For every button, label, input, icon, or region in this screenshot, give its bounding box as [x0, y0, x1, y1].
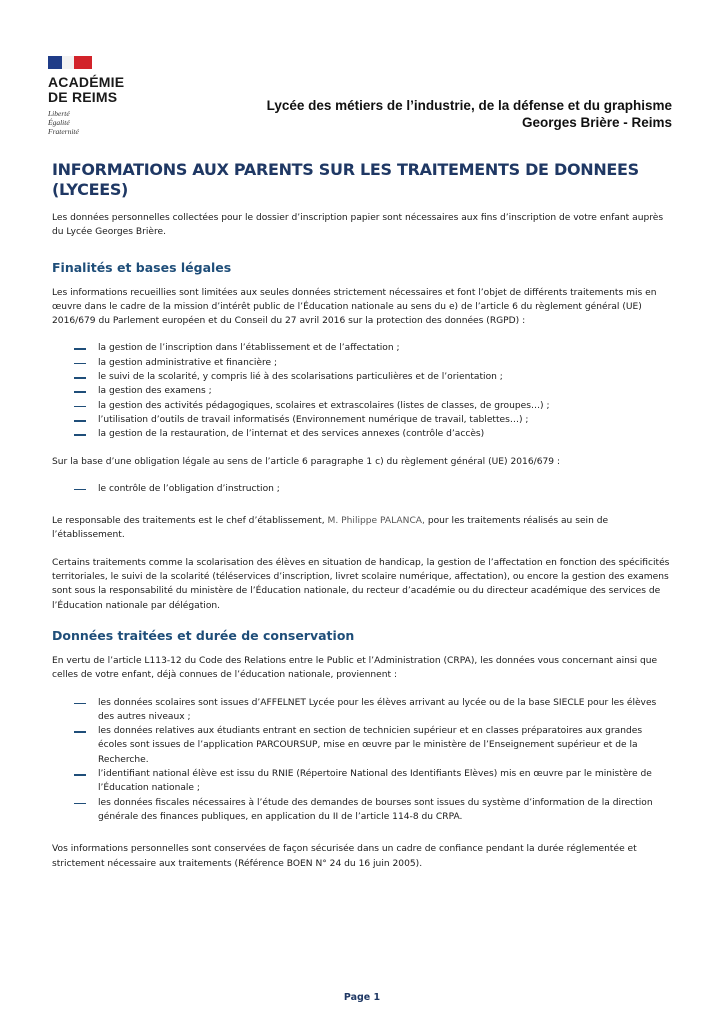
legal-list [52, 482, 672, 496]
list-item: les données fiscales nécessaires à l’étude des demandes de bourses sont issues du système d’information de la direction générale des finances publiques, en application du II de l’article 114-8 du CRPA. [52, 796, 672, 825]
finalites-paragraph: Les informations recueillies sont limitées aux seules données strictement nécessaires et font l’objet de différents traitements mis en œuvre dans le cadre de la mission d’intérêt public de l’Éducation nationale au sens du e) de l’article 6 du règlement général (UE) 2016/679 du Parlement européen et du Conseil du 27 avril 2016 sur la protection des données (RGPD) : [52, 287, 657, 327]
responsible-before: Le responsable des traitements est le chef d’établissement, [52, 516, 328, 527]
list-item: la gestion des activités pédagogiques, scolaires et extrascolaires (listes de classes, de groupes…) ; [52, 399, 672, 413]
list-item: la gestion de la restauration, de l’internat et des services annexes (contrôle d’accès) [52, 427, 672, 441]
list-item: le suivi de la scolarité, y compris lié à des scolarisations particulières et de l’orientation ; [52, 370, 672, 384]
marianne-flag-icon [48, 56, 92, 69]
legal-paragraph: Sur la base d’une obligation légale au sens de l’article 6 paragraphe 1 c) du règlement général (UE) 2016/679 : [52, 456, 561, 467]
school-line2: Georges Brière - Reims [521, 115, 672, 130]
other-treatments-paragraph: Certains traitements comme la scolarisation des élèves en situation de handicap, la gestion de l’affectation en fonction des spécificités territoriales, le suivi de la scolarité (téléservices d’inscription, livret scolaire numérique, affectation), ou encore la gestion des examens sont sous la responsabilité du ministère de l’Éducation nationale, du recteur d’académie ou du directeur académique des services de l’Éducation nationale par délégation. [52, 557, 670, 611]
logo-line2: DE REIMS [48, 89, 118, 105]
logo-line1: ACADÉMIE [48, 74, 125, 90]
motto [48, 109, 138, 136]
section-heading-finalites: Finalités et bases légales [52, 259, 232, 275]
list-item: la gestion des examens ; [52, 384, 672, 398]
list-item: l’utilisation d’outils de travail informatisés (Environnement numérique de travail, tablettes…) ; [52, 413, 672, 427]
motto-liberte: Liberté [48, 109, 70, 118]
list-item: les données scolaires sont issues d’AFFELNET Lycée pour les élèves arrivant au lycée ou de la base SIECLE pour les élèves des autres niveaux ; [52, 696, 672, 725]
list-item: les données relatives aux étudiants entrant en section de technicien supérieur et en classes préparatoires aux grandes écoles sont issues de l’application PARCOURSUP, mise en œuvre par le ministère de l’Enseignement supérieur et de la Recherche. [52, 724, 672, 767]
donnees-list [52, 696, 672, 825]
responsible-after: pour les traitements réalisés au sein de l’établissement. [52, 516, 609, 541]
list-item: le contrôle de l’obligation d’instruction ; [52, 482, 672, 496]
closing-paragraph: Vos informations personnelles sont conservées de façon sécurisée dans un cadre de confiance pendant la durée réglementée et strictement nécessaire aux traitements (Référence BOEN N° 24 du 16 juin 2005). [52, 844, 637, 869]
responsible-name: M. Philippe PALANCA, [327, 516, 425, 527]
list-item: la gestion administrative et financière ; [52, 356, 672, 370]
intro-paragraph: Les données personnelles collectées pour le dossier d’inscription papier sont nécessaires aux fins d’inscription de votre enfant auprès du Lycée Georges Brière. [52, 213, 664, 238]
academie-logo [48, 56, 138, 136]
finalites-list [52, 341, 672, 441]
motto-fraternite: Fraternité [48, 127, 79, 136]
responsible-paragraph [52, 514, 672, 543]
main-content [52, 160, 672, 871]
donnees-paragraph: En vertu de l’article L113-12 du Code des Relations entre le Public et l’Administration (CRPA), les données vous concernant ainsi que celles de votre enfant, déjà connues de l’éducation nationale, proviennent : [52, 655, 658, 681]
section-heading-donnees: Données traitées et durée de conservation [52, 627, 355, 643]
list-item: la gestion de l’inscription dans l’établissement et de l’affectation ; [52, 341, 672, 355]
list-item: l’identifiant national élève est issu du RNIE (Répertoire National des Identifiants Elèves) mis en œuvre par le ministère de l’Éducation nationale ; [52, 767, 672, 796]
page-number: Page 1 [343, 992, 381, 1003]
school-name [267, 97, 672, 131]
school-line1: Lycée des métiers de l’industrie, de la défense et du graphisme [266, 98, 672, 113]
page-title: INFORMATIONS AUX PARENTS SUR LES TRAITEMENTS DE DONNEES (LYCEES) [52, 160, 639, 199]
motto-egalite: Égalité [48, 118, 70, 127]
